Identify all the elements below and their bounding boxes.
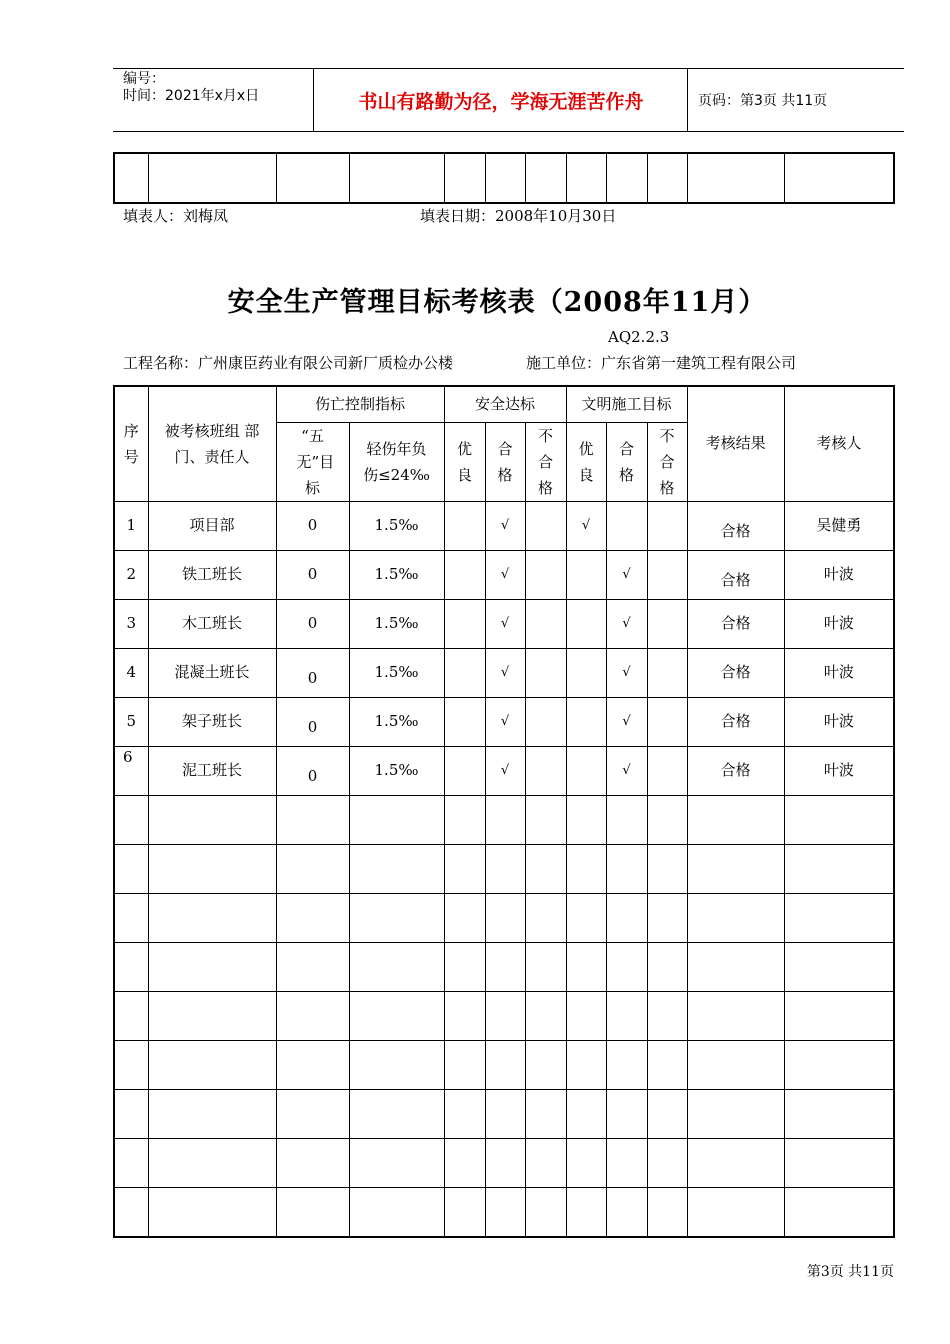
table-row bbox=[114, 550, 894, 599]
header-checker: 考核人 bbox=[784, 386, 894, 501]
cell-seq: 5 bbox=[114, 697, 148, 746]
cell-safety-excellent bbox=[444, 697, 485, 746]
assessment-table bbox=[113, 385, 895, 1238]
cell-civil-pass: √ bbox=[606, 599, 647, 648]
cell-civil-excellent bbox=[566, 648, 606, 697]
cell-safety-excellent bbox=[444, 746, 485, 795]
cell-safety-excellent bbox=[444, 599, 485, 648]
page-header bbox=[113, 68, 904, 132]
table-row-empty bbox=[114, 1138, 894, 1187]
header-team: 被考核班组 部门、责任人 bbox=[148, 386, 276, 501]
table-row-empty bbox=[114, 991, 894, 1040]
header-civil-construction: 文明施工目标 bbox=[566, 386, 687, 422]
cell-safety-fail bbox=[525, 648, 566, 697]
table-row bbox=[114, 697, 894, 746]
table-row-empty bbox=[114, 942, 894, 991]
cell-team: 铁工班长 bbox=[148, 550, 276, 599]
cell-checker: 叶波 bbox=[784, 648, 894, 697]
header-civil-pass: 合格 bbox=[606, 422, 647, 501]
cell-team: 混凝土班长 bbox=[148, 648, 276, 697]
cell-safety-fail bbox=[525, 599, 566, 648]
cell-safety-pass: √ bbox=[485, 501, 525, 550]
page-footer: 第3页 共11页 bbox=[806, 1264, 894, 1280]
cell-result: 合格 bbox=[687, 550, 784, 599]
cell-light-injury: 1.5‰ bbox=[349, 550, 444, 599]
cell-safety-excellent bbox=[444, 501, 485, 550]
header-safety-fail: 不合格 bbox=[525, 422, 566, 501]
cell-target: 0 bbox=[276, 648, 349, 697]
table-row bbox=[114, 501, 894, 550]
cell-seq: 2 bbox=[114, 550, 148, 599]
header-light-injury: 轻伤年负伤≤24‰ bbox=[349, 422, 444, 501]
cell-light-injury: 1.5‰ bbox=[349, 648, 444, 697]
cell-safety-fail bbox=[525, 550, 566, 599]
cell-checker: 叶波 bbox=[784, 697, 894, 746]
cell-safety-fail bbox=[525, 501, 566, 550]
cell-light-injury: 1.5‰ bbox=[349, 599, 444, 648]
header-meta bbox=[113, 69, 314, 131]
cell-civil-fail bbox=[647, 501, 687, 550]
cell-result: 合格 bbox=[687, 648, 784, 697]
table-row-empty bbox=[114, 795, 894, 844]
cell-civil-fail bbox=[647, 599, 687, 648]
project-name: 工程名称：广州康臣药业有限公司新厂质检办公楼 bbox=[123, 354, 454, 372]
header-safety-excellent: 优良 bbox=[444, 422, 485, 501]
time-label: 时间：2021年x月x日 bbox=[123, 88, 260, 104]
cell-checker: 吴健勇 bbox=[784, 501, 894, 550]
cell-civil-pass bbox=[606, 501, 647, 550]
cell-safety-pass: √ bbox=[485, 550, 525, 599]
form-code: AQ2.2.3 bbox=[608, 328, 670, 346]
cell-civil-excellent bbox=[566, 599, 606, 648]
table-row bbox=[114, 153, 894, 203]
number-label: 编号： bbox=[123, 71, 165, 87]
header-row-1 bbox=[114, 386, 894, 422]
cell-checker: 叶波 bbox=[784, 746, 894, 795]
cell-safety-pass: √ bbox=[485, 746, 525, 795]
cell-safety-fail bbox=[525, 746, 566, 795]
cell-safety-pass: √ bbox=[485, 648, 525, 697]
cell-seq: 1 bbox=[114, 501, 148, 550]
construction-unit: 施工单位：广东省第一建筑工程有限公司 bbox=[526, 354, 797, 372]
cell-light-injury: 1.5‰ bbox=[349, 501, 444, 550]
cell-safety-pass: √ bbox=[485, 599, 525, 648]
cell-civil-excellent bbox=[566, 550, 606, 599]
cell-seq: 3 bbox=[114, 599, 148, 648]
header-result: 考核结果 bbox=[687, 386, 784, 501]
header-page-info: 页码：第3页 共11页 bbox=[698, 93, 828, 109]
header-slogan: 书山有路勤为径，学海无涯苦作舟 bbox=[315, 69, 688, 131]
cell-seq: 4 bbox=[114, 648, 148, 697]
table-row bbox=[114, 746, 894, 795]
cell-civil-excellent: √ bbox=[566, 501, 606, 550]
cell-light-injury: 1.5‰ bbox=[349, 697, 444, 746]
table-row bbox=[114, 648, 894, 697]
cell-target: 0 bbox=[276, 746, 349, 795]
filler-label: 填表人：刘梅凤 bbox=[123, 207, 229, 225]
cell-target: 0 bbox=[276, 550, 349, 599]
cell-result: 合格 bbox=[687, 501, 784, 550]
cell-checker: 叶波 bbox=[784, 550, 894, 599]
cell-civil-fail bbox=[647, 550, 687, 599]
previous-table-remnant bbox=[113, 152, 895, 204]
cell-safety-excellent bbox=[444, 648, 485, 697]
cell-civil-pass: √ bbox=[606, 550, 647, 599]
cell-result: 合格 bbox=[687, 599, 784, 648]
table-row-empty bbox=[114, 893, 894, 942]
cell-safety-excellent bbox=[444, 550, 485, 599]
cell-civil-excellent bbox=[566, 746, 606, 795]
cell-light-injury: 1.5‰ bbox=[349, 746, 444, 795]
table-row-empty bbox=[114, 1187, 894, 1237]
cell-team: 木工班长 bbox=[148, 599, 276, 648]
cell-checker: 叶波 bbox=[784, 599, 894, 648]
cell-civil-fail bbox=[647, 746, 687, 795]
header-safety-pass: 合格 bbox=[485, 422, 525, 501]
cell-target: 0 bbox=[276, 599, 349, 648]
cell-safety-fail bbox=[525, 697, 566, 746]
header-civil-excellent: 优良 bbox=[566, 422, 606, 501]
cell-team: 泥工班长 bbox=[148, 746, 276, 795]
table-row-empty bbox=[114, 1040, 894, 1089]
cell-civil-pass: √ bbox=[606, 648, 647, 697]
header-safety-standard: 安全达标 bbox=[444, 386, 566, 422]
header-civil-fail: 不合格 bbox=[647, 422, 687, 501]
cell-target: 0 bbox=[276, 697, 349, 746]
cell-civil-fail bbox=[647, 648, 687, 697]
cell-target: 0 bbox=[276, 501, 349, 550]
cell-result: 合格 bbox=[687, 697, 784, 746]
cell-team: 项目部 bbox=[148, 501, 276, 550]
table-row-empty bbox=[114, 844, 894, 893]
page-title: 安全生产管理目标考核表（2008年11月） bbox=[227, 287, 767, 318]
cell-safety-pass: √ bbox=[485, 697, 525, 746]
cell-civil-pass: √ bbox=[606, 697, 647, 746]
header-injury-control: 伤亡控制指标 bbox=[276, 386, 444, 422]
table-row bbox=[114, 599, 894, 648]
cell-seq: 6 bbox=[114, 746, 148, 795]
fill-date-label: 填表日期：2008年10月30日 bbox=[420, 207, 617, 225]
header-seq: 序号 bbox=[114, 386, 148, 501]
cell-civil-excellent bbox=[566, 697, 606, 746]
table-row-empty bbox=[114, 1089, 894, 1138]
cell-civil-pass: √ bbox=[606, 746, 647, 795]
cell-team: 架子班长 bbox=[148, 697, 276, 746]
cell-civil-fail bbox=[647, 697, 687, 746]
cell-result: 合格 bbox=[687, 746, 784, 795]
header-wuwu-target: “五无”目标 bbox=[276, 422, 349, 501]
